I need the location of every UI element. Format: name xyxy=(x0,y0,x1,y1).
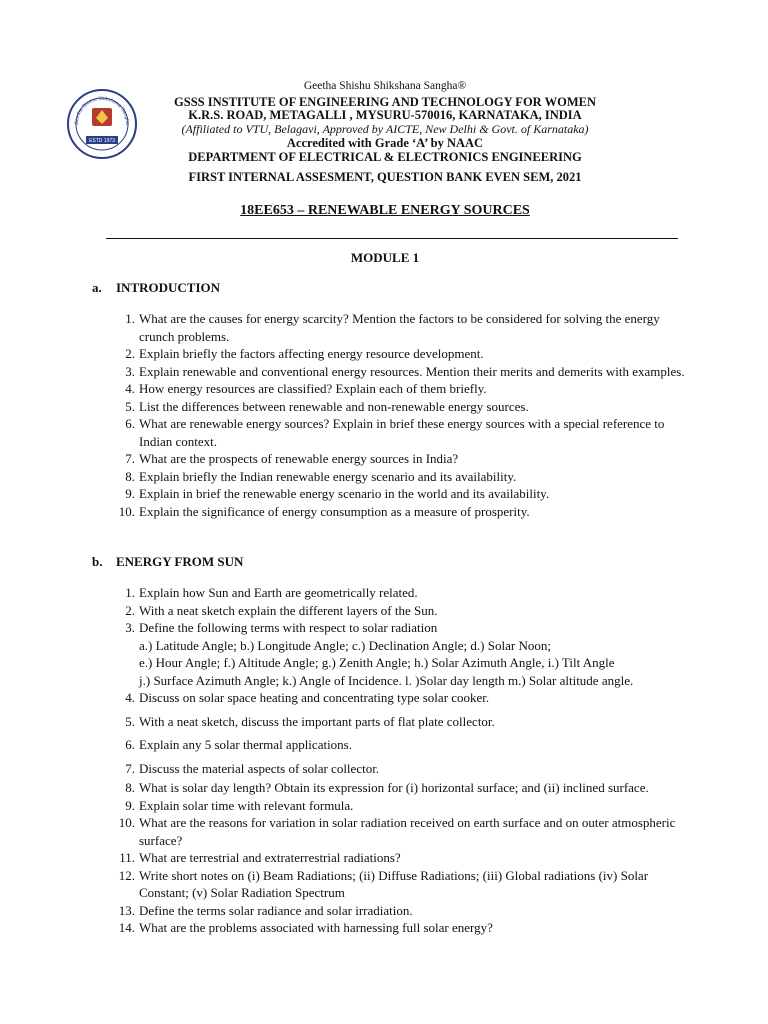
question-item xyxy=(112,902,687,920)
question-text: What are the causes for energy scarcity? Mention the factors to be considered for solving the energy crunch problems. xyxy=(139,311,660,344)
question-text: Define the terms solar radiance and solar irradiation. xyxy=(139,902,413,918)
question-number: 10. xyxy=(118,503,135,519)
question-item xyxy=(112,713,687,731)
question-text: What are the reasons for variation in solar radiation received on earth surface and on outer atmospheric surface? xyxy=(139,815,676,848)
question-number: 8. xyxy=(125,468,135,484)
question-number: 13. xyxy=(118,902,135,918)
question-number: 5. xyxy=(125,713,135,729)
question-item xyxy=(112,415,687,450)
question-list-b xyxy=(112,584,687,937)
question-number: 7. xyxy=(125,760,135,776)
question-text: Explain any 5 solar thermal applications. xyxy=(139,737,352,752)
department-name: DEPARTMENT OF ELECTRICAL & ELECTRONICS ENGINEERING xyxy=(188,150,582,164)
question-text: With a neat sketch, discuss the important parts of flat plate collector. xyxy=(139,713,495,729)
question-number: 10. xyxy=(118,815,135,830)
question-number: 1. xyxy=(125,311,135,326)
question-item xyxy=(112,363,687,381)
question-text: Explain in brief the renewable energy scenario in the world and its availability. xyxy=(139,486,550,501)
question-item xyxy=(112,779,687,797)
subterm-line: e.) Hour Angle; f.) Altitude Angle; g.) Zenith Angle; h.) Solar Azimuth Angle, i.) Tilt Angle xyxy=(139,655,615,670)
question-number: 2. xyxy=(125,346,135,361)
question-number: 9. xyxy=(125,797,135,813)
organization-name: Geetha Shishu Shikshana Sangha® xyxy=(303,80,467,92)
question-number: 6. xyxy=(125,737,135,752)
horizontal-divider xyxy=(106,238,678,239)
module-heading: MODULE 1 xyxy=(350,250,420,265)
question-item xyxy=(112,398,687,416)
question-number: 1. xyxy=(125,585,135,600)
question-number: 9. xyxy=(125,486,135,501)
question-item xyxy=(112,736,687,754)
question-text: Explain renewable and conventional energy resources. Mention their merits and demerits with examples. xyxy=(139,363,685,379)
question-item xyxy=(112,689,687,707)
subterm-line: j.) Surface Azimuth Angle; k.) Angle of Incidence. l. )Solar day length m.) Solar altitude angle. xyxy=(139,672,634,688)
question-item xyxy=(112,468,687,486)
question-text: Explain how Sun and Earth are geometrically related. xyxy=(139,585,418,600)
question-item xyxy=(112,584,687,602)
question-text: Discuss the material aspects of solar collector. xyxy=(139,760,380,776)
institute-name: GSSS INSTITUTE OF ENGINEERING AND TECHNOLOGY FOR WOMEN xyxy=(174,95,596,109)
question-text: Write short notes on (i) Beam Radiations; (ii) Diffuse Radiations; (iii) Global radiations (iv) Solar Constant; (v) Solar Radiation Spectrum xyxy=(139,867,649,900)
question-number: 3. xyxy=(125,620,135,635)
question-number: 12. xyxy=(118,867,135,883)
question-text: List the differences between renewable and non-renewable energy sources. xyxy=(139,398,529,414)
subterm-line: a.) Latitude Angle; b.) Longitude Angle; c.) Declination Angle; d.) Solar Noon; xyxy=(139,637,551,653)
question-text: How energy resources are classified? Explain each of them briefly. xyxy=(139,381,487,396)
question-text: What are the problems associated with harnessing full solar energy? xyxy=(139,920,493,935)
question-item xyxy=(112,814,687,849)
question-number: 4. xyxy=(125,690,135,705)
question-text: Explain the significance of energy consumption as a measure of prosperity. xyxy=(139,503,530,519)
question-text: What are renewable energy sources? Explain in brief these energy sources with a special reference to Indian context. xyxy=(139,416,665,449)
question-text: Explain briefly the factors affecting energy resource development. xyxy=(139,346,484,361)
question-item xyxy=(112,619,687,689)
svg-text:Geetha Shishu Shikshana Sangha: Geetha Shishu Shikshana Sangha xyxy=(73,95,131,125)
question-item xyxy=(112,867,687,902)
section-title: ENERGY FROM SUN xyxy=(116,554,244,569)
question-number: 5. xyxy=(125,398,135,414)
question-item xyxy=(112,503,687,521)
question-number: 11. xyxy=(119,850,135,865)
question-number: 8. xyxy=(125,780,135,795)
question-text: Explain solar time with relevant formula. xyxy=(139,797,354,813)
question-text: What are terrestrial and extraterrestrial radiations? xyxy=(139,850,401,865)
accreditation-line: Accredited with Grade ‘A’ by NAAC xyxy=(286,136,484,150)
section-letter: a. xyxy=(92,280,102,295)
course-title xyxy=(150,203,620,219)
question-text: With a neat sketch explain the different layers of the Sun. xyxy=(139,602,438,618)
exam-title: FIRST INTERNAL ASSESMENT, QUESTION BANK EVEN SEM, 2021 xyxy=(188,170,582,184)
question-list-a xyxy=(112,310,687,520)
section-title: INTRODUCTION xyxy=(116,280,221,295)
question-item xyxy=(112,345,687,363)
question-number: 6. xyxy=(125,416,135,431)
question-item xyxy=(112,602,687,620)
question-text: Discuss on solar space heating and concentrating type solar cooker. xyxy=(139,690,490,705)
question-item xyxy=(112,797,687,815)
question-item xyxy=(112,450,687,468)
question-text: What are the prospects of renewable energy sources in India? xyxy=(139,451,459,466)
question-number: 14. xyxy=(118,920,135,935)
affiliation-line: (Affiliated to VTU, Belagavi, Approved by AICTE, New Delhi & Govt. of Karnataka) xyxy=(181,122,589,136)
question-item xyxy=(112,760,687,778)
question-number: 2. xyxy=(125,602,135,618)
question-text: What is solar day length? Obtain its expression for (i) horizontal surface; and (ii) inclined surface. xyxy=(139,780,649,795)
question-text: Explain briefly the Indian renewable energy scenario and its availability. xyxy=(139,468,517,484)
svg-text:ESTD 1973: ESTD 1973 xyxy=(89,138,115,144)
question-number: 4. xyxy=(125,381,135,396)
question-text: Define the following terms with respect to solar radiation xyxy=(139,620,438,635)
question-item xyxy=(112,380,687,398)
question-item xyxy=(112,310,687,345)
question-item xyxy=(112,485,687,503)
section-heading-b xyxy=(92,554,243,570)
question-item xyxy=(112,919,687,937)
question-item xyxy=(112,849,687,867)
course-title-text: 18EE653 – RENEWABLE ENERGY SOURCES xyxy=(240,203,530,218)
institute-address: K.R.S. ROAD, METAGALLI , MYSURU-570016, KARNATAKA, INDIA xyxy=(188,108,582,122)
question-number: 3. xyxy=(125,363,135,379)
institute-logo xyxy=(66,88,138,160)
question-number: 7. xyxy=(125,451,135,466)
section-letter: b. xyxy=(92,554,103,569)
section-heading-a xyxy=(92,280,220,296)
